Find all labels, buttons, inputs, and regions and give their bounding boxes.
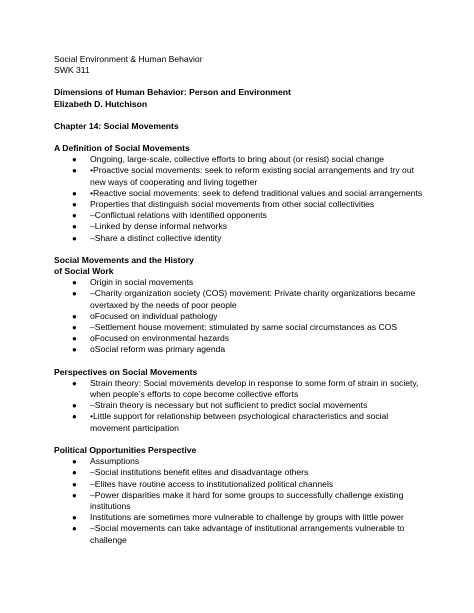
- course-title: Social Environment & Human Behavior: [54, 54, 203, 64]
- list-item-text: –Linked by dense informal networks: [90, 221, 228, 232]
- bullet-icon: ●: [72, 378, 77, 388]
- bullet-icon: ●: [72, 289, 77, 299]
- list-item-text: •Proactive social movements: seek to reform existing social arrangements and try out new ways of cooperating and living together: [90, 165, 414, 187]
- spacer: [54, 434, 424, 445]
- list-item-text: –Power disparities make it hard for some groups to successfully challenge existing institutions: [90, 489, 404, 511]
- bullet-icon: ●: [72, 155, 77, 165]
- bullet-icon: ●: [72, 211, 77, 221]
- list-item: [54, 188, 424, 199]
- bullet-icon: ●: [72, 468, 77, 478]
- list-item: [54, 154, 424, 165]
- spacer: [54, 110, 424, 121]
- list-item: [54, 479, 424, 490]
- list-item-text: –Settlement house movement: stimulated by same social circumstances as COS: [90, 322, 398, 333]
- section-heading: A Definition of Social Movements: [54, 143, 190, 154]
- list-item: [54, 456, 424, 467]
- bullet-icon: ●: [72, 334, 77, 344]
- bullet-list: [54, 154, 424, 244]
- bullet-icon: ●: [72, 222, 77, 232]
- list-item-text: –Social institutions benefit elites and disadvantage others: [90, 467, 309, 478]
- list-item: [54, 199, 424, 210]
- list-item-text: –Share a distinct collective identity: [90, 232, 222, 243]
- list-item: [54, 311, 424, 322]
- bullet-icon: ●: [72, 323, 77, 333]
- section: [54, 367, 424, 445]
- document-page: [54, 54, 424, 546]
- list-item-text: Strain theory: Social movements develop in response to some form of strain in society, when people’s efforts to cope become collective efforts: [90, 377, 419, 400]
- list-item-text: –Strain theory is necessary but not sufficient to predict social movements: [90, 400, 368, 411]
- bullet-icon: ●: [72, 490, 77, 500]
- section: [54, 445, 424, 546]
- list-item-text: •Little support for relationship between psychological characteristics and social movement participation: [90, 411, 389, 433]
- list-item-text: Properties that distinguish social movements from other social collectivities: [90, 199, 375, 210]
- list-item: [54, 277, 424, 288]
- bullet-icon: ●: [72, 401, 77, 411]
- list-item-text: –Charity organization society (COS) movement: Private charity organizations became overtaxed by the needs of poor people: [90, 288, 416, 310]
- list-item: [54, 221, 424, 232]
- list-item: [54, 233, 424, 244]
- bullet-icon: ●: [72, 513, 77, 523]
- sections-container: [54, 143, 424, 546]
- list-item: [54, 210, 424, 221]
- list-item: [54, 288, 424, 310]
- author-name: Elizabeth D. Hutchison: [54, 98, 148, 109]
- list-item: [54, 411, 424, 433]
- bullet-list: [54, 277, 424, 355]
- course-code: SWK 311: [54, 65, 90, 76]
- section-heading: of Social Work: [54, 266, 114, 277]
- list-item-text: Assumptions: [90, 456, 140, 467]
- list-item-text: –Conflictual relations with identified opponents: [90, 210, 267, 221]
- list-item-text: Institutions are sometimes more vulnerable to challenge by groups with little power: [90, 512, 404, 523]
- bullet-icon: ●: [72, 524, 77, 534]
- list-item-text: oFocused on individual pathology: [90, 310, 218, 321]
- list-item-text: Ongoing, large-scale, collective efforts to bring about (or resist) social change: [90, 154, 385, 165]
- section-heading: Social Movements and the History: [54, 254, 194, 265]
- bullet-icon: ●: [72, 311, 77, 321]
- section-heading: Political Opportunities Perspective: [54, 444, 197, 455]
- bullet-icon: ●: [72, 457, 77, 467]
- list-item: [54, 490, 424, 512]
- section: [54, 143, 424, 255]
- list-item: [54, 378, 424, 400]
- book-title: Dimensions of Human Behavior: Person and Environment: [54, 87, 291, 98]
- spacer: [54, 76, 424, 87]
- spacer: [54, 356, 424, 367]
- spacer: [54, 132, 424, 143]
- spacer: [54, 244, 424, 255]
- list-item: [54, 512, 424, 523]
- bullet-icon: ●: [72, 166, 77, 176]
- bullet-icon: ●: [72, 188, 77, 198]
- bullet-list: [54, 378, 424, 434]
- bullet-icon: ●: [72, 200, 77, 210]
- bullet-icon: ●: [72, 412, 77, 422]
- list-item: [54, 165, 424, 187]
- list-item: [54, 523, 424, 545]
- list-item: [54, 400, 424, 411]
- bullet-icon: ●: [72, 479, 77, 489]
- list-item-text: Origin in social movements: [90, 277, 194, 288]
- list-item-text: –Elites have routine access to institutionalized political channels: [90, 478, 334, 489]
- bullet-icon: ●: [72, 345, 77, 355]
- list-item: [54, 344, 424, 355]
- list-item: [54, 333, 424, 344]
- list-item-text: •Reactive social movements: seek to defend traditional values and social arrangements: [90, 187, 423, 198]
- list-item: [54, 467, 424, 478]
- list-item: [54, 322, 424, 333]
- list-item-text: –Social movements can take advantage of institutional arrangements vulnerable to challenge: [90, 523, 405, 545]
- section: [54, 255, 424, 367]
- chapter-title: Chapter 14: Social Movements: [54, 120, 179, 131]
- section-heading: Perspectives on Social Movements: [54, 366, 198, 377]
- bullet-icon: ●: [72, 278, 77, 288]
- list-item-text: oSocial reform was primary agenda: [90, 344, 226, 355]
- bullet-icon: ●: [72, 233, 77, 243]
- bullet-list: [54, 456, 424, 546]
- list-item-text: oFocused on environmental hazards: [90, 333, 230, 344]
